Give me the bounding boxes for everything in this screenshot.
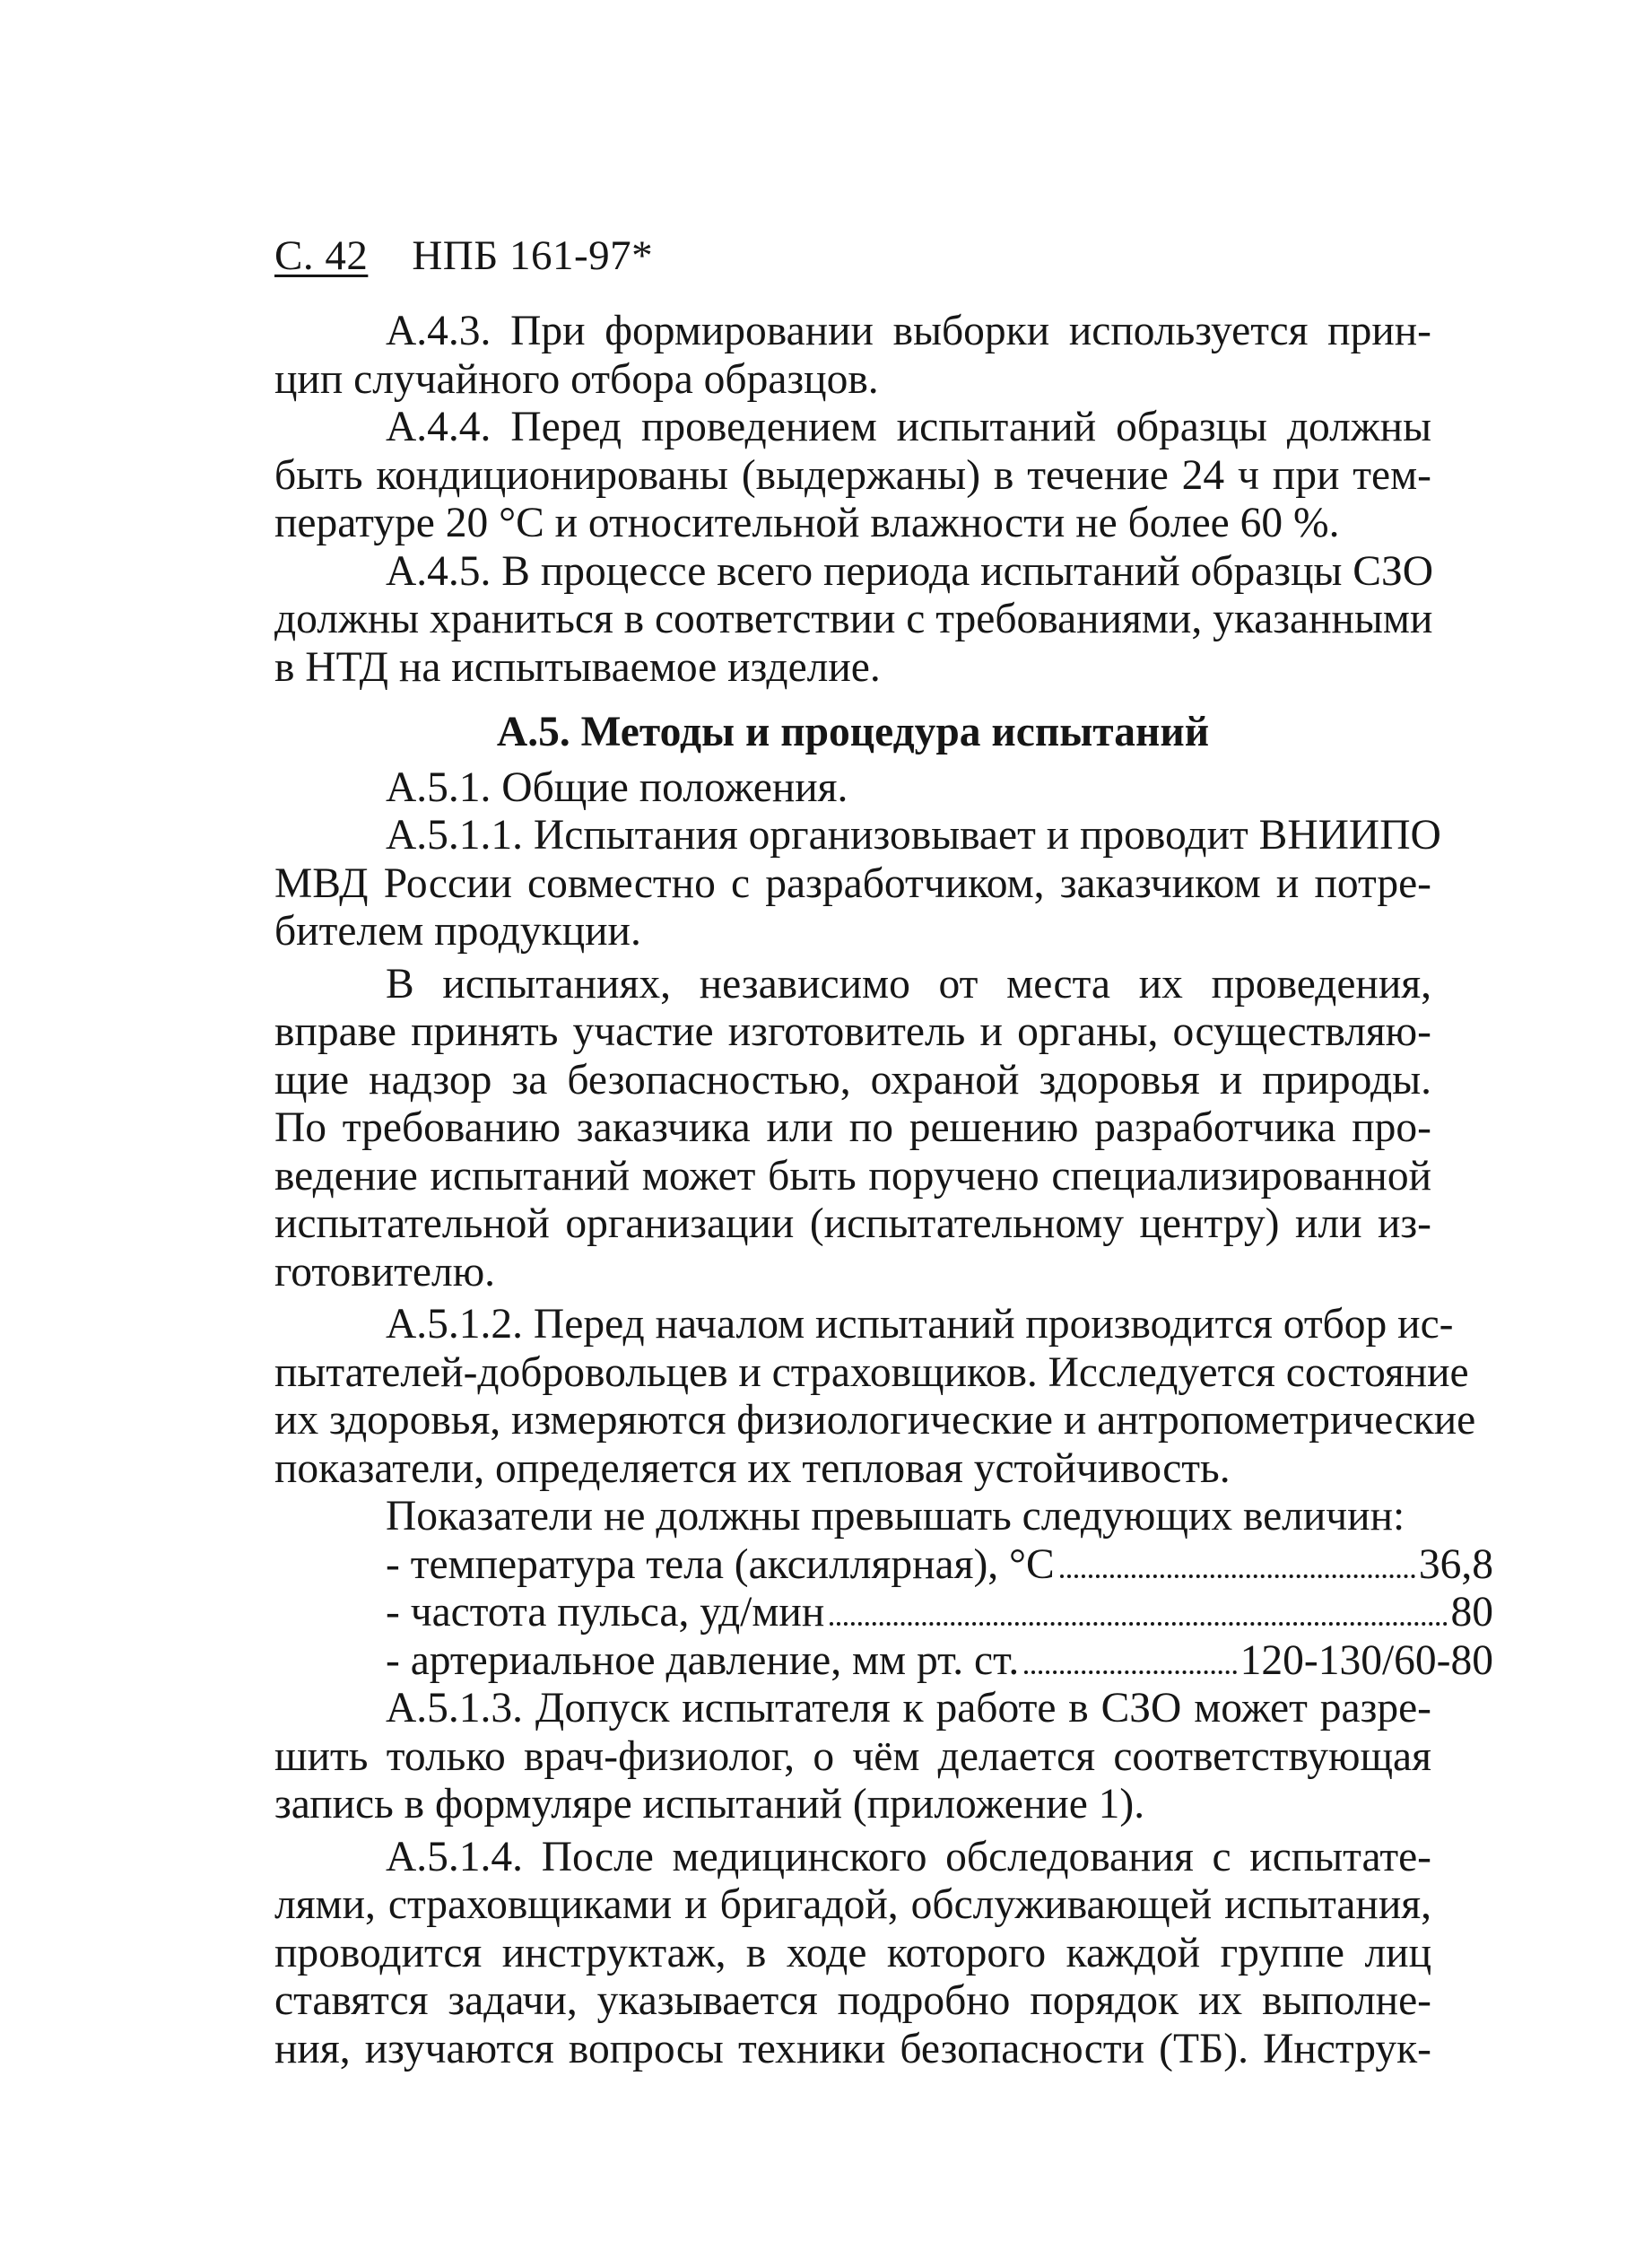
- text-line: А.5.1. Общие положения.: [386, 763, 848, 811]
- limit-label: - температура тела (аксиллярная), °С: [386, 1540, 1055, 1588]
- text-line: пературе 20 °С и относительной влажности не более 60 %.: [274, 500, 1340, 546]
- limit-item-pressure: [274, 1637, 1493, 1686]
- text-line: МВД России совместно с разработчиком, заказчиком и потре-: [274, 859, 1431, 907]
- paragraph-a513: [274, 1685, 1431, 1829]
- paragraph-a511-continued: [274, 961, 1431, 1297]
- limits-block: [274, 1493, 1493, 1685]
- text-line: А.4.3. При формировании выборки используется прин-: [386, 308, 1431, 354]
- text-line: проводится инструктаж, в ходе которого каждой группе лиц: [274, 1929, 1431, 1976]
- text-line: лями, страховщиками и бригадой, обслуживающей испытания,: [274, 1881, 1431, 1928]
- text-line: А.5.1.4. После медицинского обследования с испытате-: [386, 1833, 1431, 1880]
- paragraph-a443: [274, 308, 1431, 404]
- text-line: запись в формуляре испытаний (приложение 1).: [274, 1781, 1145, 1827]
- text-line: ния, изучаются вопросы техники безопасности (ТБ). Инструк-: [274, 2025, 1431, 2072]
- text-line: А.5.1.3. Допуск испытателя к работе в СЗО может разре-: [386, 1685, 1431, 1732]
- text-line: А.5.1.2. Перед началом испытаний производится отбор ис-: [386, 1301, 1454, 1348]
- limit-label: - частота пульса, уд/мин: [386, 1589, 825, 1636]
- page-header: [274, 231, 653, 280]
- text-line: готовителю.: [274, 1248, 496, 1295]
- text-line: показатели, определяется их тепловая устойчивость.: [274, 1444, 1231, 1492]
- text-line: ведение испытаний может быть поручено специализированной: [274, 1152, 1431, 1199]
- text-line: шить только врач-физиолог, о чём делается соответствующая: [274, 1732, 1431, 1780]
- text-line: А.4.5. В процессе всего периода испытаний образцы СЗО: [386, 547, 1434, 595]
- text-line: А.5.1.1. Испытания организовывает и проводит ВНИИПО: [386, 812, 1441, 859]
- text-line: испытательной организации (испытательному центру) или из-: [274, 1200, 1431, 1247]
- page-number: С. 42: [274, 232, 369, 279]
- limit-value: 36,8: [1418, 1540, 1493, 1588]
- text-line: в НТД на испытываемое изделие.: [274, 643, 881, 691]
- paragraph-a511: [274, 812, 1441, 956]
- limit-item-temperature: [274, 1541, 1493, 1590]
- paragraph-a445: [274, 547, 1434, 693]
- document-code: НПБ 161-97*: [412, 232, 654, 279]
- dot-leader: [1024, 1670, 1236, 1674]
- text-line: ставятся задачи, указывается подробно порядок их выполне-: [274, 1977, 1431, 2024]
- paragraph-a512: [274, 1301, 1476, 1493]
- limit-value: 120-130/60-80: [1240, 1636, 1493, 1684]
- text-line: А.4.4. Перед проведением испытаний образцы должны: [386, 404, 1431, 450]
- text-line: быть кондиционированы (выдержаны) в течение 24 ч при тем-: [274, 451, 1431, 499]
- limits-intro: Показатели не должны превышать следующих величин:: [386, 1493, 1405, 1540]
- limit-label: - артериальное давление, мм рт. ст.: [386, 1636, 1020, 1684]
- text-line: цип случайного отбора образцов.: [274, 355, 879, 403]
- text-line: их здоровья, измеряются физиологические и антропометрические: [274, 1397, 1476, 1444]
- text-line: щие надзор за безопасностью, охраной здоровья и природы.: [274, 1056, 1431, 1103]
- text-line: бителем продукции.: [274, 908, 641, 955]
- paragraph-a444: [274, 404, 1431, 548]
- limit-item-pulse: [274, 1589, 1493, 1637]
- paragraph-a51: [274, 764, 1431, 813]
- text-line: В испытаниях, независимо от места их проведения,: [386, 960, 1431, 1008]
- text-line: должны храниться в соответствии с требованиями, указанными: [274, 596, 1433, 642]
- document-body: [274, 308, 1493, 2073]
- section-heading: А.5. Методы и процедура испытаний: [496, 709, 1210, 755]
- text-line: По требованию заказчика или по решению разработчика про-: [274, 1104, 1431, 1151]
- limit-value: 80: [1450, 1589, 1493, 1636]
- text-line: вправе принять участие изготовитель и органы, осуществляю-: [274, 1008, 1431, 1055]
- text-line: пытателей-добровольцев и страховщиков. Исследуется состояние: [274, 1348, 1469, 1396]
- paragraph-a514: [274, 1834, 1431, 2074]
- dot-leader: [830, 1622, 1447, 1626]
- dot-leader: [1060, 1575, 1415, 1578]
